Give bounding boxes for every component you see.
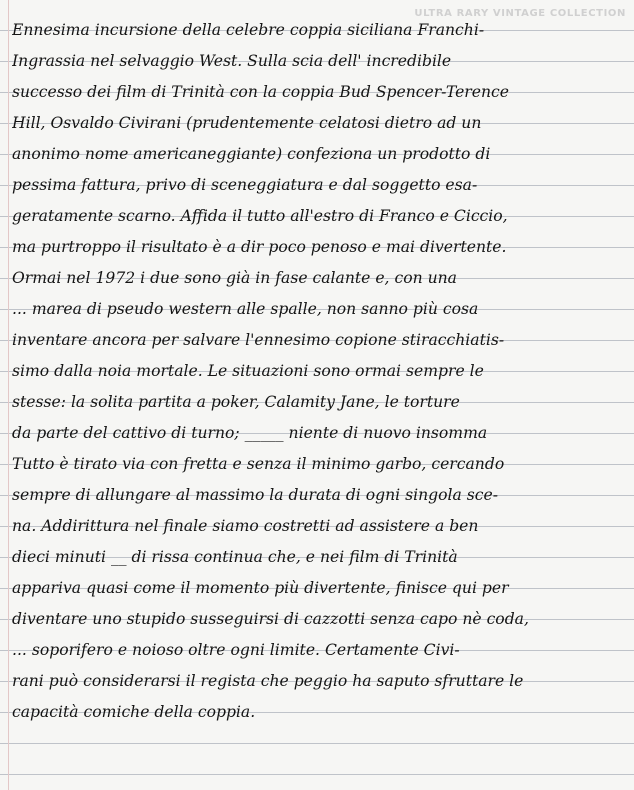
text-line: ... soporifero e noioso oltre ogni limite. Certamente Civi- — [12, 641, 460, 659]
text-line: diventare uno stupido susseguirsi di cazzotti senza capo nè coda, — [12, 610, 529, 628]
margin-line — [8, 0, 9, 790]
text-line: stesse: la solita partita a poker, Calamity Jane, le torture — [12, 393, 460, 411]
text-line: inventare ancora per salvare l'ennesimo copione stiracchiatis- — [12, 331, 505, 349]
text-line: Ormai nel 1972 i due sono già in fase calante e, con una — [12, 269, 457, 287]
text-line: dieci minuti __ di rissa continua che, e nei film di Trinità — [12, 548, 458, 566]
text-line: sempre di allungare al massimo la durata di ogni singola sce- — [12, 486, 498, 504]
text-line: Ennesima incursione della celebre coppia siciliana Franchi- — [12, 21, 485, 39]
text-line: capacità comiche della coppia. — [12, 703, 256, 721]
text-line: successo dei film di Trinità con la coppia Bud Spencer-Terence — [12, 83, 509, 101]
text-line: appariva quasi come il momento più divertente, finisce qui per — [12, 579, 509, 597]
text-line: Tutto è tirato via con fretta e senza il minimo garbo, cercando — [12, 455, 505, 473]
text-line: na. Addirittura nel finale siamo costretti ad assistere a ben — [12, 517, 479, 535]
text-line: ... marea di pseudo western alle spalle, non sanno più cosa — [12, 300, 479, 318]
text-line: ma purtroppo il risultato è a dir poco penoso e mai divertente. — [12, 238, 507, 256]
text-line: da parte del cattivo di turno; _____ niente di nuovo insomma — [12, 424, 488, 442]
text-line: Ingrassia nel selvaggio West. Sulla scia dell' incredibile — [12, 52, 452, 70]
text-line: pessima fattura, privo di sceneggiatura e dal soggetto esa- — [12, 176, 478, 194]
text-line: anonimo nome americaneggiante) confeziona un prodotto di — [12, 145, 491, 163]
text-line: simo dalla noia mortale. Le situazioni sono ormai sempre le — [12, 362, 484, 380]
text-line: geratamente scarno. Affida il tutto all'estro di Franco e Ciccio, — [12, 207, 508, 225]
text-line: Hill, Osvaldo Civirani (prudentemente celatosi dietro ad un — [12, 114, 482, 132]
watermark: ULTRA RARY VINTAGE COLLECTION — [414, 8, 626, 19]
text-line: rani può considerarsi il regista che peggio ha saputo sfruttare le — [12, 672, 524, 690]
